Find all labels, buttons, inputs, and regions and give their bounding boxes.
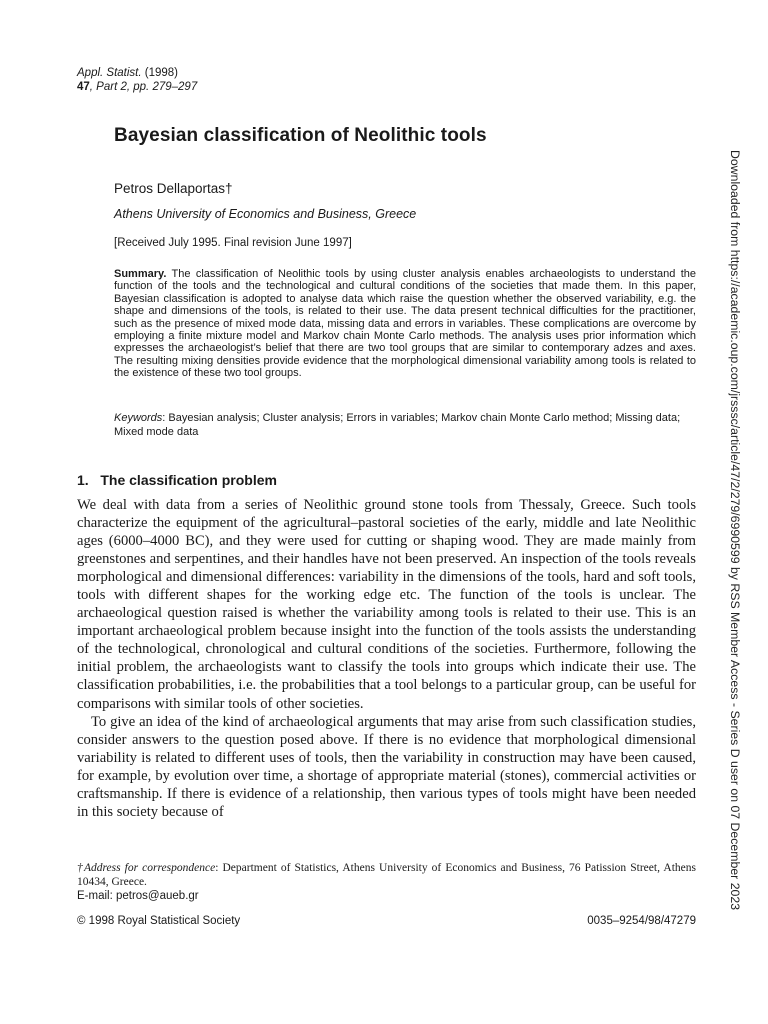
author-name: Petros Dellaportas†: [114, 181, 233, 196]
footnote-text: : Department of Statistics, Athens University of Economics and Business, 76 Patission Street, Athens 10434, Greece.: [77, 862, 696, 888]
summary-abstract: [114, 268, 696, 380]
copyright: © 1998 Royal Statistical Society: [77, 915, 241, 927]
summary-text: The classification of Neolithic tools by using cluster analysis enables archaeologists to understand the function of the tools and the technological and cultural conditions of the societies that made them. In this paper, Bayesian classification is adopted to analyse data which raise the question whether the observed variability, e.g. the shape and dimensions of the tools, is related to their use. The data present technical difficulties for the practitioner, such as the presence of mixed mode data, missing data and errors in variables. These complications are overcome by employing a finite mixture model and Markov chain Monte Carlo methods. The analysis uses prior information which expresses the archaeologist’s belief that there are two tool groups that are similar to contemporary adzes and axes. The resulting mixing densities provide evidence that the morphological dimensional variability among tools is related to the existence of these two tool groups.: [114, 268, 696, 380]
issn-code: 0035–9254/98/47279: [587, 915, 696, 927]
keywords-text: : Bayesian analysis; Cluster analysis; Errors in variables; Markov chain Monte Carlo method; Missing data; Mixed mode data: [114, 412, 681, 438]
journal-citation: [77, 66, 197, 94]
author-affiliation: Athens University of Economics and Business, Greece: [114, 207, 417, 221]
paper-title: Bayesian classification of Neolithic tools: [114, 125, 487, 146]
body-paragraph-1: We deal with data from a series of Neolithic ground stone tools from Thessaly, Greece. Such tools characterize the equipment of the agricultural–pastoral societies of the early, middle and late Neolithic ages (6000–4000 BC), and they were used for cutting or shaping wood. They are made mainly from greenstones and serpentines, and their handles have not been preserved. An inspection of the tools reveals morphological and dimensional differences: variability in the dimensions of the tools, hard and soft tools, tools with different shapes for the working edge etc. The function of the tools is unclear. The archaeological question raised is whether the variability among tools is related to their use. This is an important archaeological problem because insight into the function of the tools assists the understanding of the technological, chronological and cultural conditions of the societies. Furthermore, following the initial problem, the archaeologists want to classify the tools into groups which indicate their use. The classification probabilities, i.e. the probabilities that a tool belongs to a particular group, can be useful for comparisons with similar tools of other societies.: [77, 497, 696, 712]
received-dates: [Received July 1995. Final revision June 1997]: [114, 237, 352, 249]
footnote-label: †Address for correspondence: [77, 862, 216, 874]
summary-label: Summary.: [114, 268, 167, 280]
keywords-label: Keywords: [114, 412, 163, 424]
section-heading: [77, 471, 277, 489]
body-paragraph-2: To give an idea of the kind of archaeological arguments that may arise from such classification studies, consider answers to the question posed above. If there is no evidence that morphological dimensional variability is related to different uses of tools, then the variability in construction may have been caused, for example, by evolution over time, a shortage of appropriate material (stones), commercial activities or craftsmanship. If there is evidence of a relationship, then various types of tools might have been needed in this society because of: [77, 713, 696, 820]
keywords: [114, 412, 696, 439]
footnote-email: E-mail: petros@aueb.gr: [77, 890, 199, 902]
body-text: [77, 496, 696, 821]
download-notice: Downloaded from https://academic.oup.com/jrsssc/article/47/2/279/6990599 by RSS Member Access - Series D user on 07 December 2023: [728, 150, 742, 911]
journal-pages: , Part 2, pp. 279–297: [89, 81, 198, 93]
journal-year: (1998): [144, 67, 179, 79]
section-title: The classification problem: [100, 472, 277, 488]
section-number: 1.: [77, 472, 89, 488]
footnote: [77, 861, 696, 889]
journal-volume: 47: [77, 81, 90, 93]
journal-name: Appl. Statist.: [77, 67, 142, 79]
